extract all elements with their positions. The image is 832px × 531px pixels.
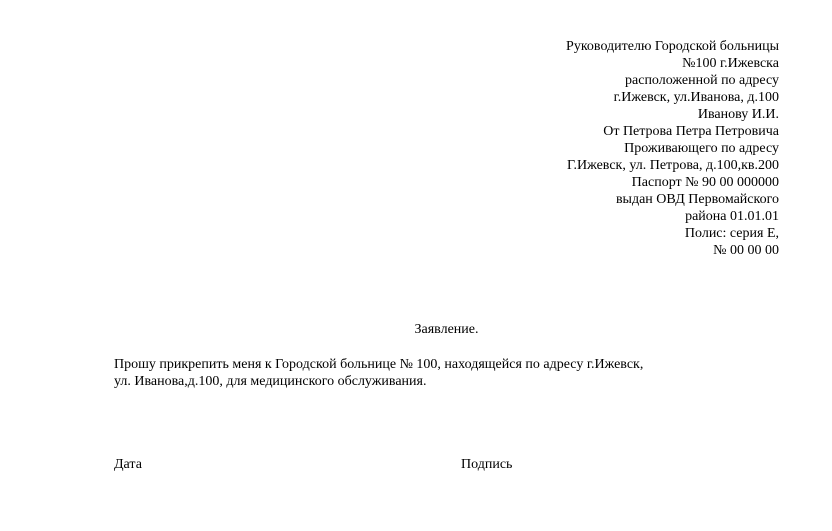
body-line: Прошу прикрепить меня к Городской больнице № 100, находящейся по адресу г.Ижевск, bbox=[114, 357, 644, 372]
sender-line: От Петрова Петра Петровича bbox=[603, 124, 779, 139]
addressee-line: расположенной по адресу bbox=[625, 73, 779, 88]
addressee-line: №100 г.Ижевска bbox=[682, 56, 779, 71]
addressee-line: Руководителю Городской больницы bbox=[566, 39, 779, 54]
sender-line: Паспорт № 90 00 000000 bbox=[631, 175, 779, 190]
date-label: Дата bbox=[114, 457, 142, 472]
addressee-line: г.Ижевск, ул.Иванова, д.100 bbox=[613, 90, 779, 105]
sender-line: Проживающего по адресу bbox=[624, 141, 779, 156]
addressee-block bbox=[449, 38, 779, 259]
signature-label: Подпись bbox=[461, 457, 513, 472]
body-line: ул. Иванова,д.100, для медицинского обслуживания. bbox=[114, 374, 427, 389]
sender-line: Г.Ижевск, ул. Петрова, д.100,кв.200 bbox=[566, 158, 779, 173]
sender-line: Полис: серия Е, bbox=[684, 226, 779, 241]
document-title: Заявление. bbox=[414, 322, 479, 337]
sender-line: № 00 00 00 bbox=[713, 243, 779, 258]
document-body bbox=[114, 356, 814, 390]
addressee-line: Иванову И.И. bbox=[697, 107, 779, 122]
sender-line: района 01.01.01 bbox=[685, 209, 779, 224]
sender-line: выдан ОВД Первомайского bbox=[615, 192, 779, 207]
